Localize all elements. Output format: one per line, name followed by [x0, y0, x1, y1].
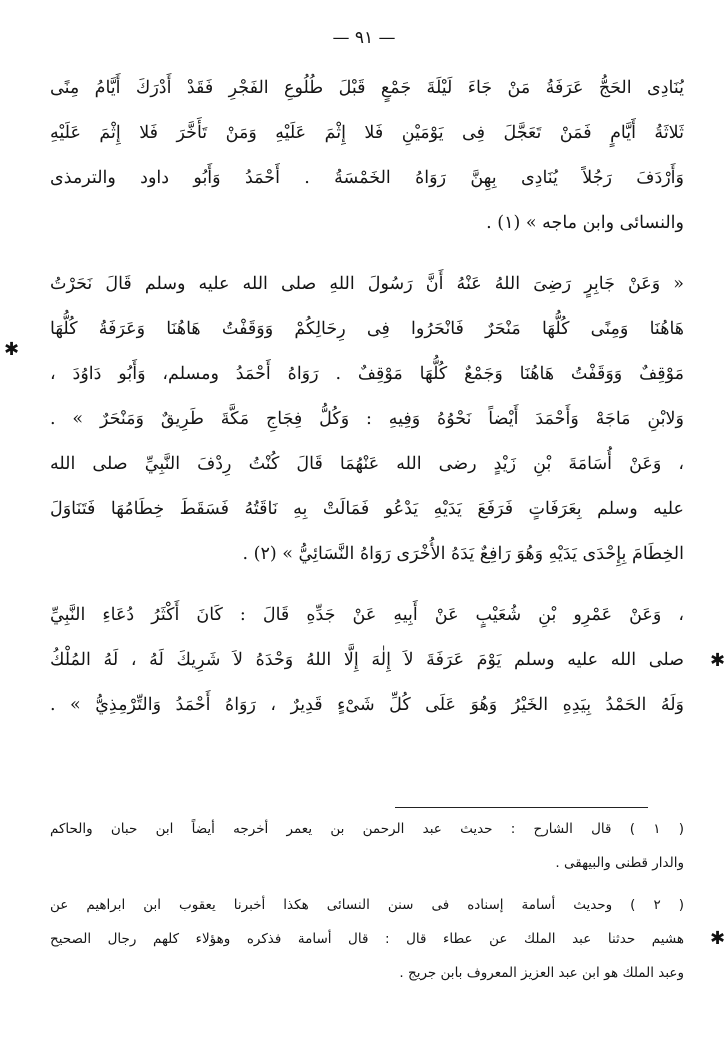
footnote-line: والدار قطنى والبيهقى .	[555, 855, 684, 871]
text-line: مَوْقِفٌ وَوَقَفْتُ هَاهُنَا وَجَمْعٌ كُلُّهَا مَوْقِفٌ . رَوَاهُ أَحْمَدُ ومسلم، وَأَبُو دَاوُدَ ،	[50, 364, 684, 384]
text-line: ، وَعَنْ أُسَامَةَ بْنِ زَيْدٍ رضى الله عَنْهُمَا قَالَ كُنْتُ رِدْفَ النَّبِيِّ صلى الله	[50, 454, 684, 474]
footnote-divider	[395, 807, 648, 808]
text-line: الخِطَامَ بِإِحْدَى يَدَيْهِ وَهُوَ رَافِعٌ يَدَهُ الأُخْرَى رَوَاهُ النَّسَائِيُّ » (٢) .	[242, 544, 684, 564]
text-line: ، وَعَنْ عَمْرِو بْنِ شُعَيْبٍ عَنْ أَبِيهِ عَنْ جَدِّهِ قَالَ : كَانَ أَكْثَرُ دُعَاءِ النَّبِيِّ	[50, 605, 684, 625]
main-text	[50, 66, 684, 728]
text-line: صلى الله عليه وسلم يَوْمَ عَرَفَةَ لاَ إِلٰهَ إِلَّا اللهُ وَحْدَهُ لاَ شَرِيكَ لَهُ ، لَهُ المُلْكُ	[50, 650, 684, 670]
footnote-line: وعبد الملك هو ابن عبد العزيز المعروف بابن جريج .	[399, 965, 684, 981]
text-line: عليه وسلم بِعَرَفَاتٍ فَرَفَعَ يَدَيْهِ يَدْعُو فَمَالَتْ بِهِ نَاقَتُهُ فَسَقَطَ خِطَامُهَا فَتَنَاوَلَ	[50, 499, 684, 519]
text-line: ثَلاثَةُ أَيَّامٍ فَمَنْ تَعَجَّلَ فِى يَوْمَيْنِ فَلا إِثْمَ عَلَيْهِ وَمَنْ تَأَخَّرَ فَلا إِثْمَ عَلَيْهِ	[50, 123, 684, 143]
text-line: وَلابْنِ مَاجَهْ وَأَحْمَدَ أَيْضاً نَحْوُهُ وَفِيهِ : وَكُلُّ فِجَاجِ مَكَّةَ طَرِيقٌ وَمَنْحَرٌ » .	[50, 409, 684, 429]
footnotes	[50, 812, 684, 990]
text-line: هَاهُنَا وَمِنًى كُلُّهَا مَنْحَرٌ فَانْحَرُوا فِى رِحَالِكُمْ وَوَقَفْتُ هَاهُنَا وَعَرَفَةُ كُلُّهَا	[50, 319, 684, 339]
margin-star-icon: ✱	[710, 928, 726, 949]
footnote-line: ( ١ ) قال الشارح : حديث عبد الرحمن بن يعمر أخرجه أيضاً ابن حبان والحاكم	[50, 821, 684, 837]
footnote-line: ( ٢ ) وحديث أسامة إسناده فى سنن النسائى هكذا أخبرنا يعقوب ابن ابراهيم عن	[50, 897, 684, 913]
footnote-line: هشيم حدثنا عبد الملك عن عطاء قال : قال أسامة فذكره وهؤلاء كلهم رجال الصحيح	[50, 931, 684, 947]
margin-star-icon: ✱	[710, 650, 726, 671]
text-line: وَأَرْدَفَ رَجُلاً يُنَادِى بِهِنَّ رَوَاهُ الخَمْسَةُ . أَحْمَدُ وَأَبُو داود والترمذى	[50, 168, 684, 188]
text-line: يُنَادِى الحَجُّ عَرَفَةُ مَنْ جَاءَ لَيْلَةَ جَمْعٍ قَبْلَ طُلُوعِ الفَجْرِ فَقَدْ أَدْرَكَ أَيَّامُ مِنًى	[50, 78, 684, 98]
text-line: « وَعَنْ جَابِرٍ رَضِىَ اللهُ عَنْهُ أَنَّ رَسُولَ اللهِ صلى الله عليه وسلم قَالَ نَحَرْتُ	[50, 274, 684, 294]
margin-star-icon: ✱	[4, 339, 20, 360]
page-number: — ٩١ —	[332, 28, 396, 48]
text-line: والنسائى وابن ماجه » (١) .	[486, 213, 684, 233]
text-line: وَلَهُ الحَمْدُ بِيَدِهِ الخَيْرُ وَهُوَ عَلَى كُلِّ شَىْءٍ قَدِيرٌ ، رَوَاهُ أَحْمَدُ وَالتِّرْمِذِيُّ » .	[50, 695, 684, 715]
